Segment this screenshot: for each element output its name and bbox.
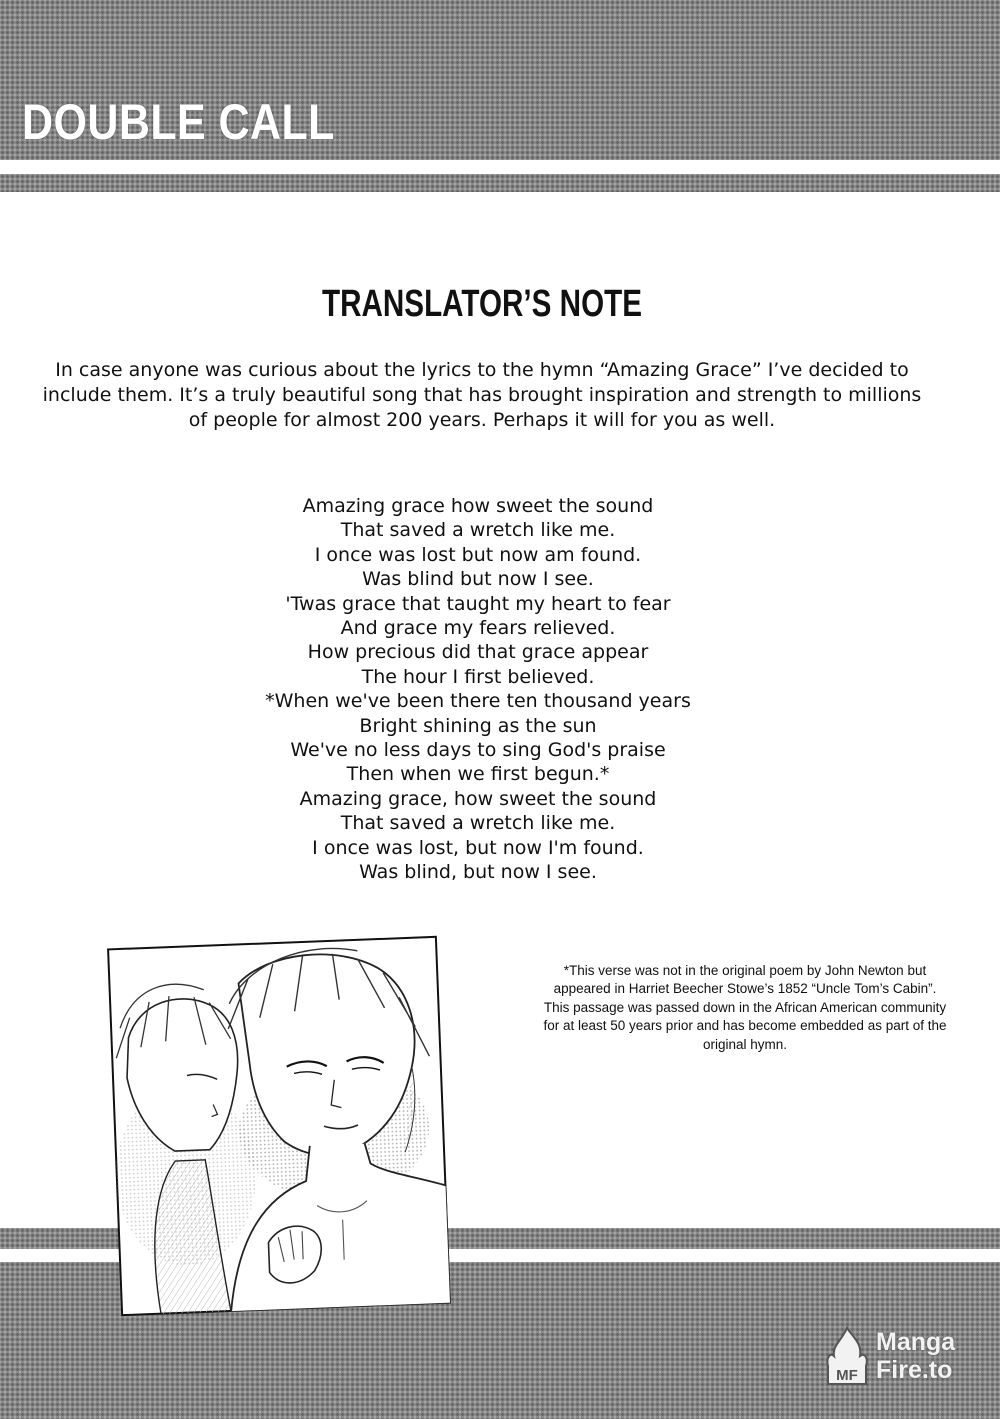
watermark-line2: Fire.to [876, 1356, 953, 1384]
lyric-line: 'Twas grace that taught my heart to fear [285, 592, 671, 615]
lyric-line: I once was lost but now am found. [314, 543, 642, 566]
lyric-line: Amazing grace how sweet the sound [302, 495, 654, 517]
lyric-line: Was blind, but now I see. [359, 861, 597, 884]
lyric-line: I once was lost, but now I'm found. [312, 836, 644, 859]
lyric-line: How precious did that grace appear [307, 641, 649, 664]
watermark-line1: Manga [876, 1328, 956, 1356]
lyric-line: That saved a wretch like me. [340, 519, 616, 542]
lyric-line: That saved a wretch like me. [340, 812, 616, 835]
lyric-line: The hour I first believed. [361, 665, 595, 688]
lyric-line: *When we've been there ten thousand years [265, 690, 691, 713]
manga-illustration [107, 936, 451, 1316]
watermark [822, 1326, 982, 1390]
header-stripe [0, 174, 1000, 192]
lyric-line: We've no less days to sing God's praise [290, 739, 666, 762]
lyrics-list [228, 494, 728, 885]
lyric-line: Then when we first begun.* [346, 763, 610, 786]
lyric-line: Bright shining as the sun [359, 714, 597, 737]
page-title: DOUBLE CALL [22, 94, 335, 150]
lyric-line: Amazing grace, how sweet the sound [299, 787, 657, 810]
svg-text:MF: MF [836, 1367, 858, 1384]
mangafire-logo-icon [822, 1326, 872, 1388]
note-heading: TRANSLATOR’S NOTE [321, 283, 642, 325]
lyric-line: Was blind but now I see. [362, 568, 594, 591]
note-intro: In case anyone was curious about the lyrics to the hymn “Amazing Grace” I’ve decided to include them. It’s a truly beautiful song that has brought inspiration and strength to millions of people for almost 200 years. Perhaps it will for you as well. [42, 359, 922, 431]
footnote: *This verse was not in the original poem by John Newton but appeared in Harriet Beecher Stowe’s 1852 “Uncle Tom’s Cabin”. This passage was passed down in the African American community for at least 50 years prior and has become embedded as part of the original hymn. [543, 963, 947, 1052]
lyric-line: And grace my fears relieved. [340, 617, 616, 640]
